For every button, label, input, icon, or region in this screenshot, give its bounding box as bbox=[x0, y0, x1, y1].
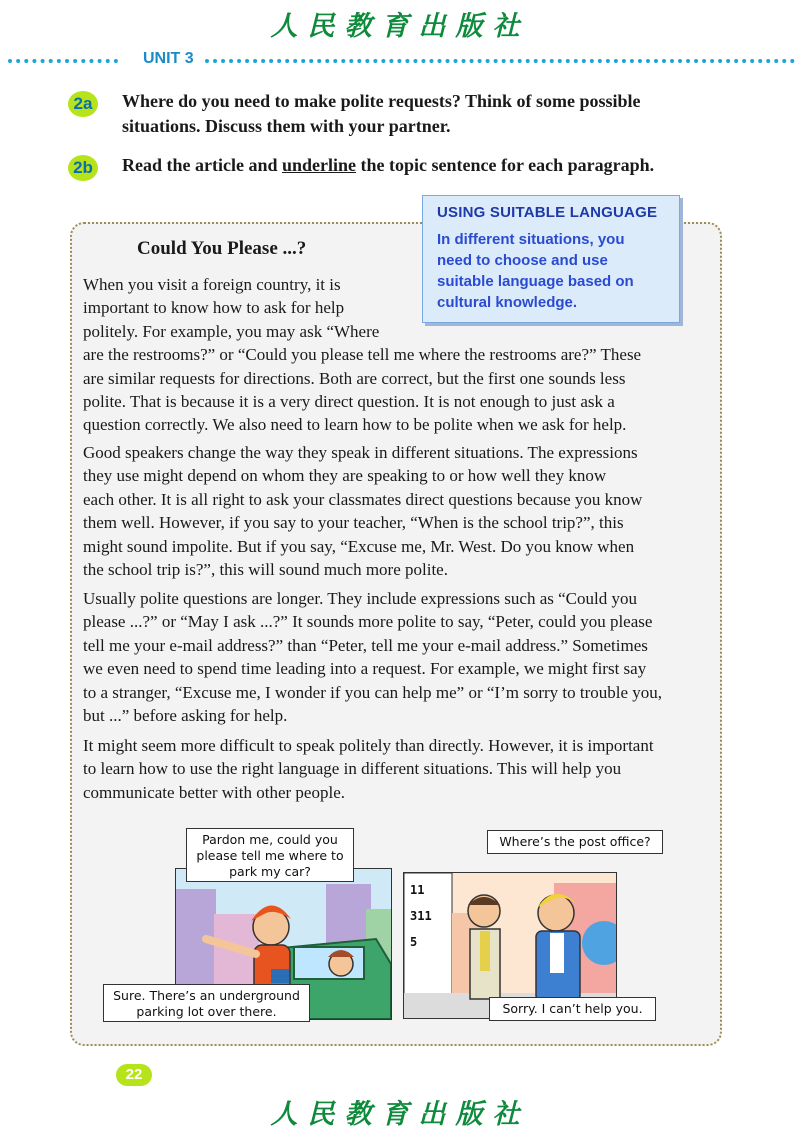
task-badge-2a: 2a bbox=[68, 91, 98, 117]
paragraph-2 bbox=[83, 441, 693, 581]
paragraph-line: might sound impolite. But if you say, “Excuse me, Mr. West. Do you know when bbox=[83, 536, 635, 556]
speech-bubble-refusal bbox=[489, 997, 656, 1021]
paragraph-line: When you visit a foreign country, it is bbox=[83, 275, 341, 294]
paragraph-4 bbox=[83, 734, 693, 804]
paragraph-line: communicate better with other people. bbox=[83, 782, 345, 802]
dotted-rule-left bbox=[8, 59, 118, 63]
bubble-line: Sure. There’s an underground bbox=[113, 988, 300, 1003]
bubble-line: Where’s the post office? bbox=[499, 834, 651, 849]
paragraph-line: polite. That is because it is a very direct question. It is not enough to just ask a bbox=[83, 392, 615, 412]
paragraph-line: It might seem more difficult to speak politely than directly. However, it is important bbox=[83, 736, 654, 755]
paragraph-line: each other. It is all right to ask your classmates direct questions because you know bbox=[83, 489, 643, 509]
task-2b-after: the topic sentence for each paragraph. bbox=[356, 155, 655, 175]
paragraph-line: but ...” before asking for help. bbox=[83, 706, 288, 726]
bubble-line: Pardon me, could you bbox=[202, 832, 338, 847]
paragraph-line: tell me your e-mail address?” than “Peter, tell me your e-mail address.” Sometimes bbox=[83, 635, 648, 655]
callout-title: USING SUITABLE LANGUAGE bbox=[437, 204, 658, 221]
task-2b-before: Read the article and bbox=[122, 155, 282, 175]
paragraph-line: they use might depend on whom they are speaking to or how well they know bbox=[83, 466, 607, 486]
bubble-line: Sorry. I can’t help you. bbox=[502, 1001, 643, 1016]
task-badge-2b: 2b bbox=[68, 155, 98, 181]
callout-line: cultural knowledge. bbox=[437, 294, 578, 311]
bubble-line: parking lot over there. bbox=[136, 1004, 277, 1019]
callout-line: In different situations, you bbox=[437, 231, 625, 248]
paragraph-line: are similar requests for directions. Both are correct, but the first one sounds less bbox=[83, 368, 626, 388]
paragraph-line: them well. However, if you say to your teacher, “When is the school trip?”, this bbox=[83, 513, 624, 533]
paragraph-line: politely. For example, you may ask “Where bbox=[83, 321, 380, 341]
building-sign: 311 bbox=[410, 909, 432, 923]
paragraph-line: to learn how to use the right language in different situations. This will help you bbox=[83, 759, 622, 779]
speech-bubble-question bbox=[487, 830, 663, 854]
unit-label: UNIT 3 bbox=[143, 50, 194, 67]
task-2a-instruction bbox=[122, 89, 702, 139]
paragraph-line: are the restrooms?” or “Could you please tell me where the restrooms are?” These bbox=[83, 345, 642, 365]
paragraph-line: important to know how to ask for help bbox=[83, 298, 345, 318]
building-sign: 11 bbox=[410, 883, 425, 897]
task-2b-underlined-word: underline bbox=[281, 155, 356, 175]
task-2a-line: Where do you need to make polite requests? Think of some possible bbox=[122, 91, 641, 111]
task-2a-line: situations. Discuss them with your partner. bbox=[122, 116, 451, 136]
building-signs bbox=[410, 877, 432, 955]
unit-bar bbox=[0, 50, 800, 70]
publisher-logo-top: 人民教育出版社 bbox=[270, 11, 530, 42]
paragraph-line: the school trip is?”, this will sound much more polite. bbox=[83, 560, 448, 580]
paragraph-line: question correctly. We also need to learn how to be polite when we ask for help. bbox=[83, 415, 627, 435]
paragraph-line: to a stranger, “Excuse me, I wonder if you can help me” or “I’m sorry to trouble you, bbox=[83, 682, 663, 702]
dotted-rule-right bbox=[205, 59, 795, 63]
bubble-line: park my car? bbox=[229, 864, 311, 879]
bubble-line: please tell me where to bbox=[196, 848, 344, 863]
building-sign: 5 bbox=[410, 935, 418, 949]
speech-bubble-reply bbox=[103, 984, 310, 1022]
paragraph-line: Good speakers change the way they speak in different situations. The expressions bbox=[83, 443, 638, 462]
publisher-logo-bottom: 人民教育出版社 bbox=[270, 1099, 530, 1130]
paragraph-3 bbox=[83, 587, 693, 727]
callout-line: suitable language based on bbox=[437, 273, 634, 290]
paragraph-1 bbox=[83, 273, 693, 437]
callout-line: need to choose and use bbox=[437, 252, 608, 269]
page-number: 22 bbox=[116, 1064, 152, 1086]
paragraph-line: please ...?” or “May I ask ...?” It sounds more polite to say, “Peter, could you please bbox=[83, 612, 653, 632]
article-title: Could You Please ...? bbox=[137, 238, 307, 259]
speech-bubble-request bbox=[186, 828, 354, 882]
task-2b-instruction bbox=[122, 153, 702, 178]
paragraph-line: Usually polite questions are longer. They include expressions such as “Could you bbox=[83, 589, 637, 608]
paragraph-line: we even need to spend time leading into a request. For example, we might first say bbox=[83, 659, 647, 679]
